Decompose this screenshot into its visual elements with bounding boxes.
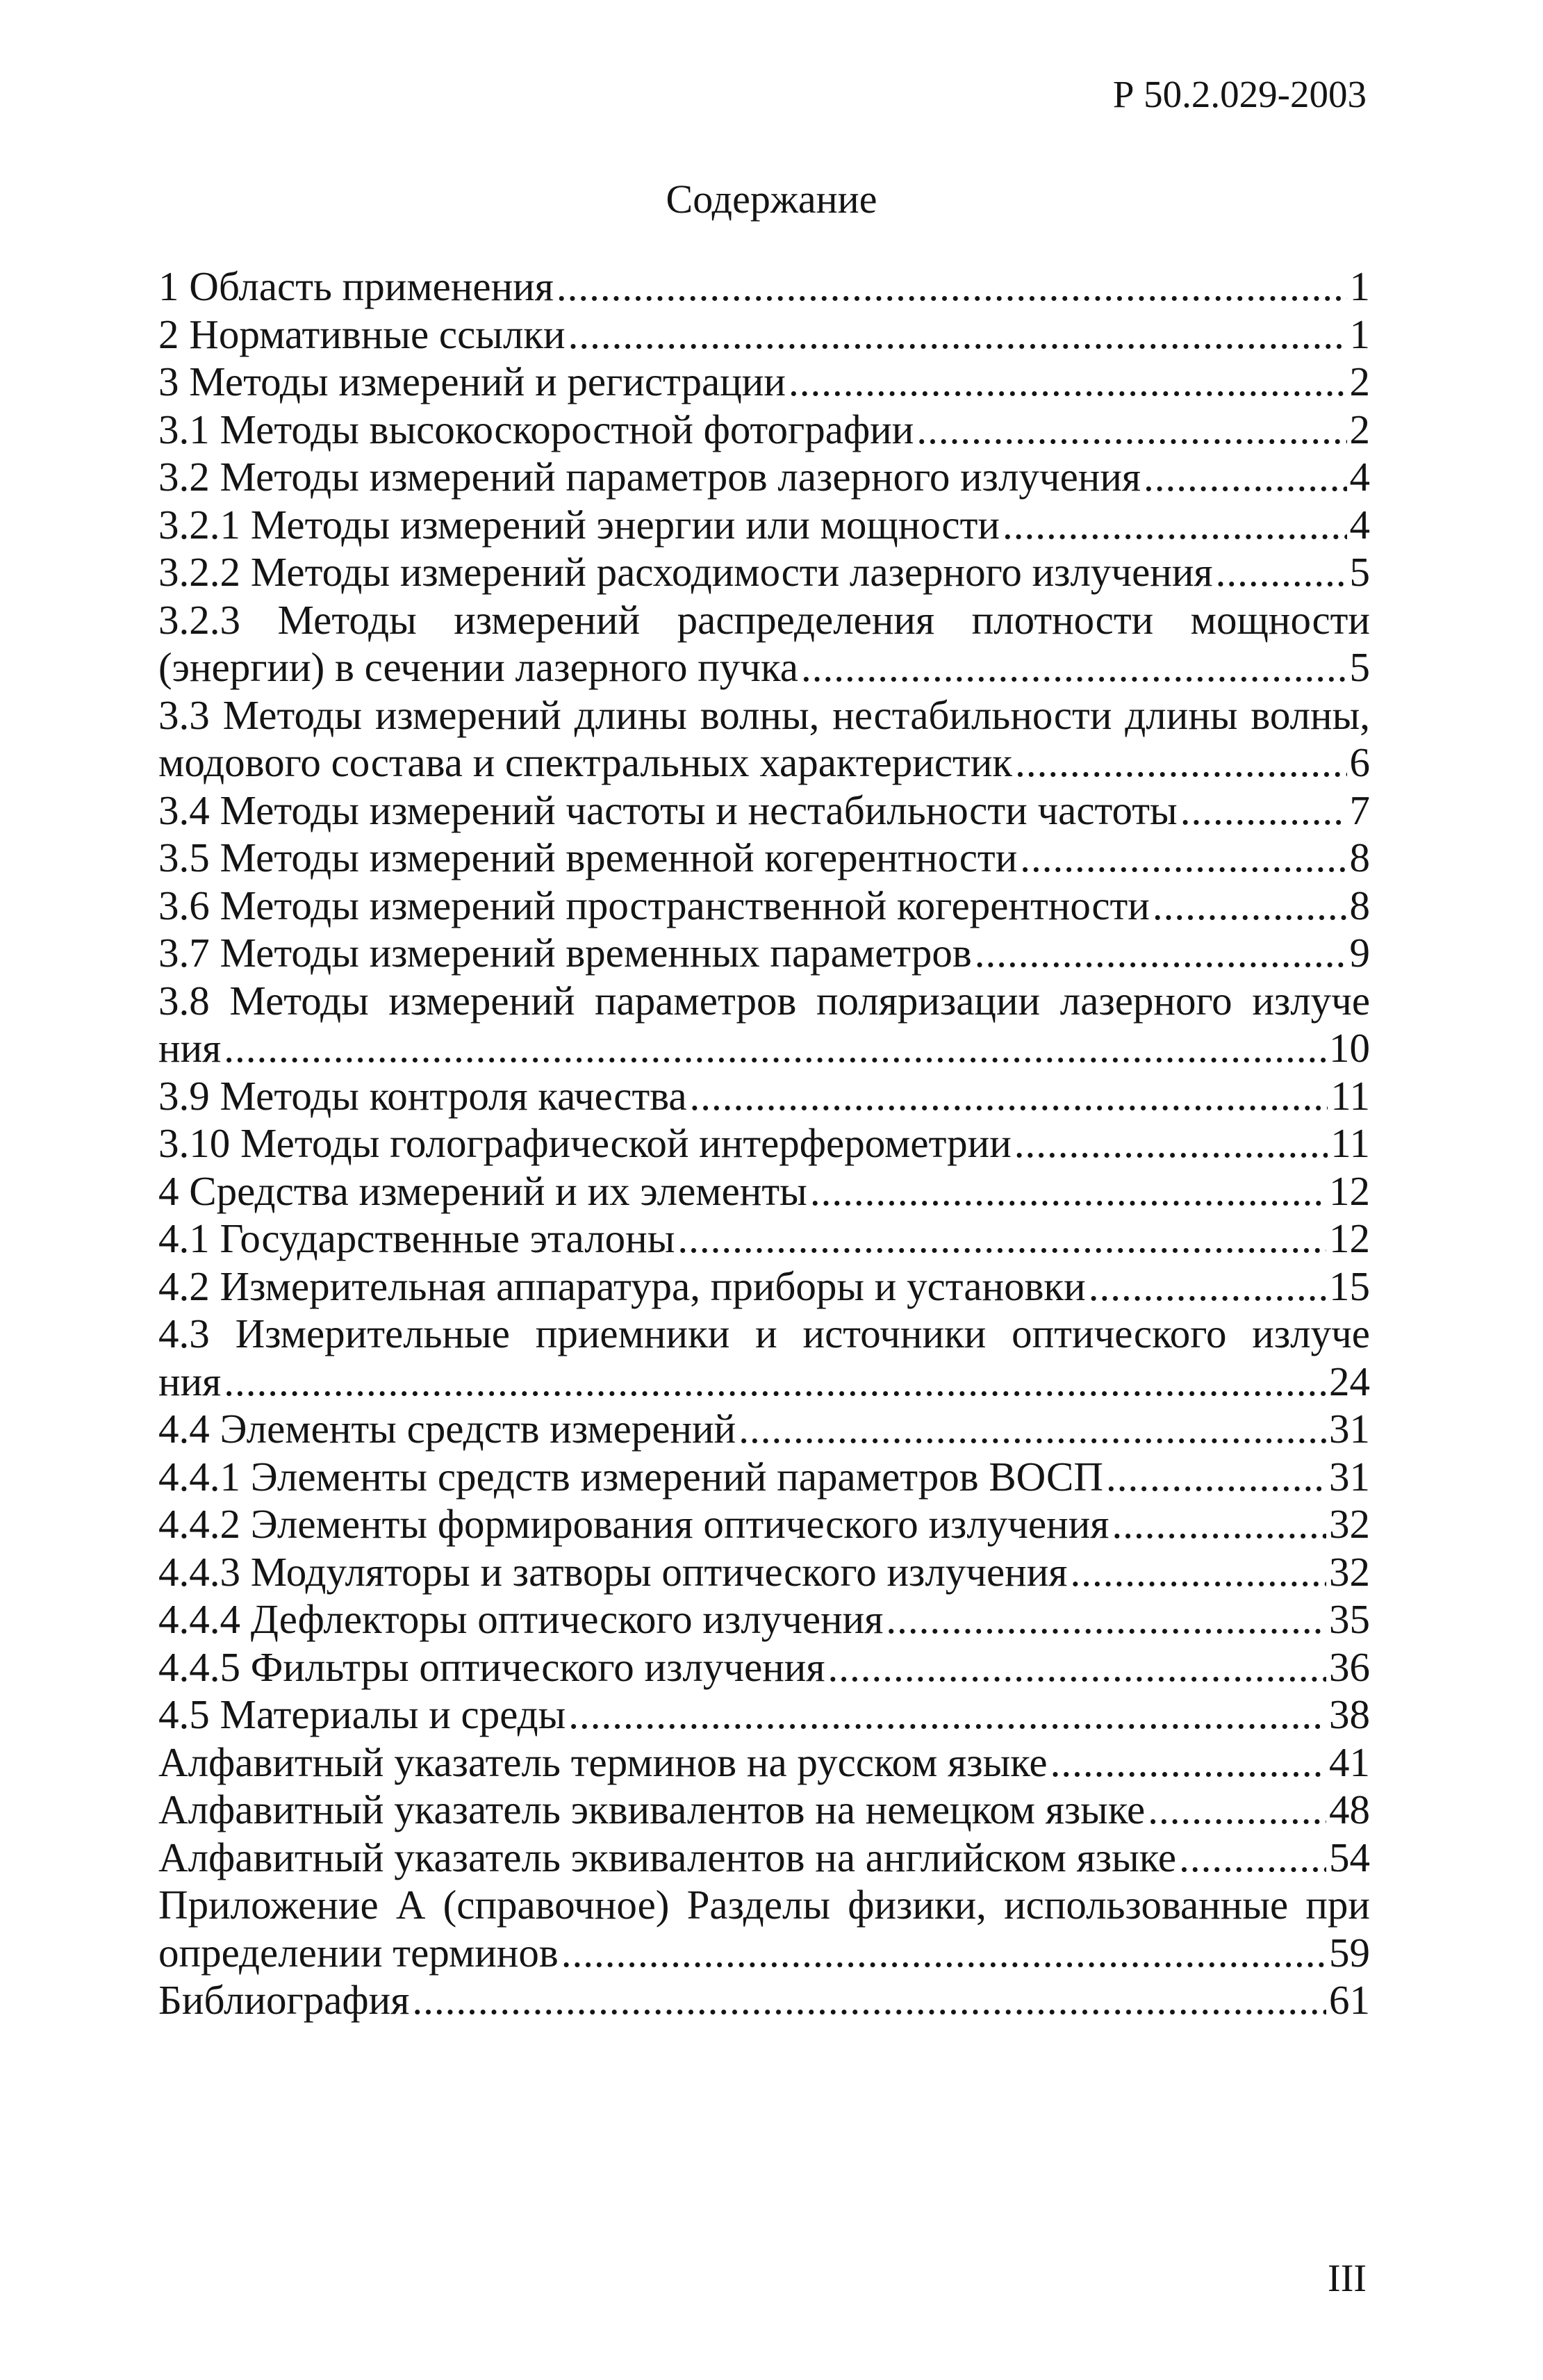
toc-entry-label: 4.2 Измерительная аппаратура, приборы и установки [158, 1263, 1086, 1309]
toc-title: Содержание [666, 177, 877, 222]
toc-entry-label: 3.4 Методы измерений частоты и нестабильности частоты [158, 787, 1178, 833]
toc-entry-label: 4.4.3 Модуляторы и затворы оптического излучения [158, 1548, 1068, 1595]
toc-entry-label: 4.4.1 Элементы средств измерений параметров ВОСП [158, 1453, 1103, 1500]
toc-entry-label: 4.5 Материалы и среды [158, 1691, 566, 1737]
toc-leader-dots [1014, 1119, 1328, 1167]
toc-entry[interactable] [158, 548, 1370, 596]
toc-entry-page: 36 [1329, 1643, 1370, 1690]
toc-entry[interactable] [158, 596, 1370, 691]
toc-entry-label: 3.1 Методы высокоскоростной фотографии [158, 406, 914, 452]
toc-leader-dots [1179, 1834, 1326, 1882]
toc-entry-page: 61 [1329, 1977, 1370, 2023]
toc-entry[interactable] [158, 977, 1370, 1072]
toc-entry[interactable] [158, 358, 1370, 406]
toc-entry[interactable] [158, 1643, 1370, 1691]
toc-entry-page: 9 [1349, 930, 1370, 976]
toc-leader-dots [556, 263, 1347, 311]
toc-leader-dots [1106, 1453, 1326, 1501]
toc-entry[interactable] [158, 787, 1370, 835]
toc-entry[interactable] [158, 501, 1370, 549]
toc-entry[interactable] [158, 1453, 1370, 1501]
toc-leader-dots [801, 643, 1347, 691]
toc-leader-dots [1089, 1263, 1326, 1311]
toc-entry[interactable] [158, 882, 1370, 930]
toc-entry-label: 3.2.1 Методы измерений энергии или мощности [158, 501, 1000, 548]
toc-leader-dots [810, 1167, 1326, 1215]
toc-entry-label: 3.6 Методы измерений пространственной когерентности [158, 882, 1150, 928]
toc-entry-label: 4.4.5 Фильтры оптического излучения [158, 1643, 825, 1690]
toc-leader-dots [1216, 548, 1347, 596]
toc-entry-label-line1: 3.3 Методы измерений длины волны, нестабильности длины волны, [158, 691, 1370, 738]
toc-entry[interactable] [158, 1834, 1370, 1882]
toc-entry-page: 4 [1349, 454, 1370, 500]
toc-entry-label-line1: Приложение А (справочное) Разделы физики, использованные при [158, 1882, 1370, 1928]
toc-entry-page: 48 [1329, 1787, 1370, 1832]
toc-entry-page: 35 [1329, 1596, 1370, 1642]
toc-entry-page: 5 [1349, 644, 1370, 690]
toc-leader-dots [224, 1024, 1326, 1072]
toc-entry-label: 4.4.2 Элементы формирования оптического излучения [158, 1501, 1109, 1547]
toc-entry[interactable] [158, 1263, 1370, 1311]
page-number: III [1328, 2257, 1367, 2300]
table-of-contents [158, 263, 1370, 2024]
toc-leader-dots [916, 406, 1346, 454]
toc-entry-page: 38 [1329, 1691, 1370, 1737]
toc-entry-page: 2 [1349, 406, 1370, 452]
toc-leader-dots [568, 311, 1347, 359]
toc-leader-dots [789, 358, 1347, 406]
toc-entry-page: 11 [1330, 1120, 1370, 1166]
toc-entry-page: 4 [1349, 501, 1370, 548]
toc-entry[interactable] [158, 1310, 1370, 1405]
toc-entry-page: 2 [1349, 359, 1370, 404]
toc-entry-label: Алфавитный указатель терминов на русском языке [158, 1739, 1048, 1785]
toc-entry[interactable] [158, 311, 1370, 359]
toc-entry-page: 8 [1349, 882, 1370, 928]
toc-entry-page: 31 [1329, 1406, 1370, 1452]
toc-entry-label: Алфавитный указатель эквивалентов на немецком языке [158, 1787, 1146, 1832]
toc-leader-dots [1002, 501, 1347, 549]
toc-leader-dots [412, 1976, 1326, 2024]
toc-entry-label: 3.2 Методы измерений параметров лазерного излучения [158, 454, 1141, 500]
toc-leader-dots [690, 1072, 1328, 1120]
toc-entry-page: 41 [1329, 1739, 1370, 1785]
toc-entry[interactable] [158, 263, 1370, 311]
toc-leader-dots [1144, 453, 1346, 501]
toc-entry-page: 15 [1329, 1263, 1370, 1309]
toc-entry-page: 32 [1329, 1548, 1370, 1595]
toc-entry-label: 4.4 Элементы средств измерений [158, 1406, 736, 1452]
toc-entry-page: 7 [1349, 787, 1370, 833]
toc-entry-label: 3.7 Методы измерений временных параметров [158, 930, 972, 976]
toc-entry-label-line1: 4.3 Измерительные приемники и источники оптического излуче [158, 1311, 1370, 1356]
toc-entry[interactable] [158, 453, 1370, 501]
toc-entry[interactable] [158, 834, 1370, 882]
toc-entry-label-line2: (энергии) в сечении лазерного пучка [158, 644, 798, 690]
toc-entry[interactable] [158, 1119, 1370, 1167]
toc-entry-page: 59 [1329, 1929, 1370, 1976]
toc-entry[interactable] [158, 1739, 1370, 1787]
toc-entry-page: 54 [1329, 1834, 1370, 1880]
toc-entry[interactable] [158, 1215, 1370, 1263]
toc-entry-label-line2: ния [158, 1025, 222, 1071]
toc-entry-page: 8 [1349, 835, 1370, 880]
toc-entry-label: 4.4.4 Дефлекторы оптического излучения [158, 1596, 884, 1642]
toc-entry-label: 2 Нормативные ссылки [158, 311, 566, 357]
toc-entry-page: 11 [1330, 1072, 1370, 1119]
toc-entry[interactable] [158, 691, 1370, 787]
toc-leader-dots [886, 1595, 1326, 1643]
toc-entry[interactable] [158, 1072, 1370, 1120]
toc-entry-label-line2: определении терминов [158, 1929, 559, 1976]
toc-leader-dots [1148, 1786, 1326, 1834]
toc-entry[interactable] [158, 929, 1370, 977]
toc-entry-label: Библиография [158, 1977, 410, 2023]
toc-entry-label: 3.5 Методы измерений временной когерентности [158, 835, 1018, 880]
toc-entry[interactable] [158, 1976, 1370, 2024]
toc-entry-label: 1 Область применения [158, 263, 554, 309]
toc-entry-label-line1: 3.8 Методы измерений параметров поляризации лазерного излуче [158, 977, 1370, 1024]
toc-entry-label-line1: 3.2.3 Методы измерений распределения плотности мощности [158, 596, 1370, 643]
toc-entry[interactable] [158, 1548, 1370, 1596]
toc-entry[interactable] [158, 1405, 1370, 1453]
toc-entry-page: 12 [1329, 1167, 1370, 1214]
toc-leader-dots [224, 1358, 1326, 1406]
toc-leader-dots [677, 1215, 1326, 1263]
toc-entry-page: 1 [1349, 311, 1370, 357]
toc-entry-page: 1 [1349, 263, 1370, 309]
toc-leader-dots [561, 1929, 1326, 1977]
toc-entry-label-line2: модового состава и спектральных характеристик [158, 739, 1013, 785]
toc-leader-dots [975, 929, 1347, 977]
toc-entry[interactable] [158, 406, 1370, 454]
toc-entry-page: 31 [1329, 1453, 1370, 1500]
toc-leader-dots [1050, 1739, 1326, 1787]
toc-entry-page: 24 [1329, 1358, 1370, 1404]
toc-leader-dots [1020, 834, 1346, 882]
toc-entry-label-line2: ния [158, 1358, 222, 1404]
toc-entry-label: 3 Методы измерений и регистрации [158, 359, 786, 404]
toc-leader-dots [828, 1643, 1327, 1691]
toc-entry[interactable] [158, 1691, 1370, 1739]
toc-entry-label: Алфавитный указатель эквивалентов на английском языке [158, 1834, 1177, 1880]
toc-entry[interactable] [158, 1500, 1370, 1548]
toc-entry-page: 5 [1349, 549, 1370, 595]
toc-leader-dots [1070, 1548, 1326, 1596]
toc-leader-dots [1015, 739, 1346, 787]
toc-leader-dots [1153, 882, 1347, 930]
toc-entry-page: 12 [1329, 1215, 1370, 1261]
toc-entry[interactable] [158, 1167, 1370, 1215]
toc-entry-label: 3.2.2 Методы измерений расходимости лазерного излучения [158, 549, 1213, 595]
toc-leader-dots [568, 1691, 1326, 1739]
toc-entry-label: 3.10 Методы голографической интерферометрии [158, 1120, 1012, 1166]
toc-entry[interactable] [158, 1595, 1370, 1643]
toc-entry-page: 32 [1329, 1501, 1370, 1547]
toc-entry-label: 4 Средства измерений и их элементы [158, 1167, 807, 1214]
toc-leader-dots [1112, 1500, 1326, 1548]
toc-entry-page: 10 [1329, 1025, 1370, 1071]
toc-entry-label: 4.1 Государственные эталоны [158, 1215, 675, 1261]
document-code: Р 50.2.029-2003 [1112, 73, 1367, 115]
toc-entry[interactable] [158, 1881, 1370, 1976]
toc-entry-page: 6 [1349, 739, 1370, 785]
toc-leader-dots [1180, 787, 1347, 835]
toc-entry[interactable] [158, 1786, 1370, 1834]
toc-leader-dots [739, 1405, 1326, 1453]
toc-entry-label: 3.9 Методы контроля качества [158, 1072, 687, 1119]
